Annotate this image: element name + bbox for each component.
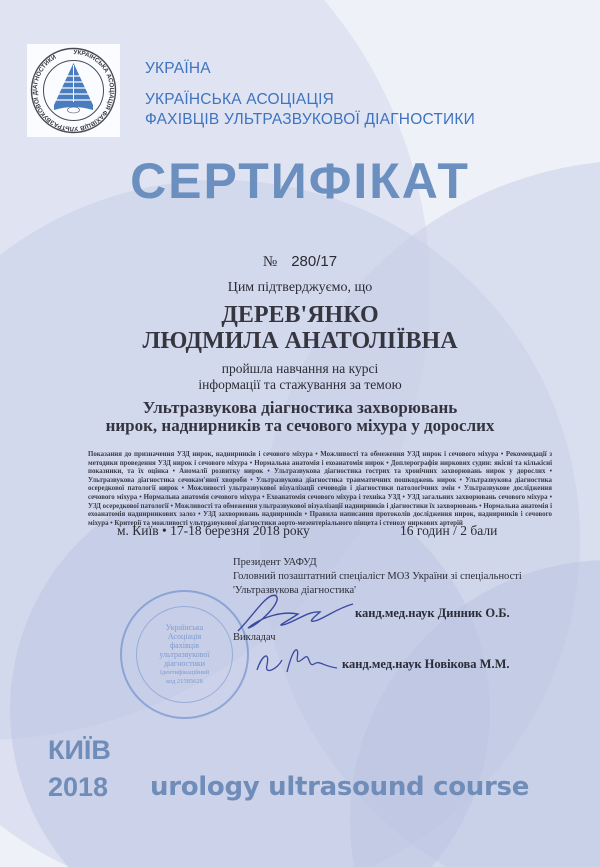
confirmation-text: Цим підтверджуємо, що <box>227 280 373 295</box>
tree-bell-emblem-icon <box>27 44 120 137</box>
association-logo <box>27 44 120 137</box>
certificate-number <box>0 253 600 271</box>
place-and-date: м. Київ • 17-18 березня 2018 року <box>117 523 310 538</box>
stamp-line: діагностики <box>163 659 206 668</box>
number-symbol: № <box>262 254 278 270</box>
stamp-line: код 21585628 <box>166 678 203 685</box>
course-description-line2: інформації та стажування за темою <box>198 377 402 392</box>
lecturer-title: Викладач <box>233 632 276 643</box>
logo-ring-text: УКРАЇНСЬКА АСОЦІАЦІЯ ФАХІВЦІВ УЛЬТРАЗВУКОВОЇ ДІАГНОСТИКИ <box>31 48 115 133</box>
course-description-line1: пройшла навчання на курсі <box>221 361 379 376</box>
organization-name-line1: УКРАЇНСЬКА АСОЦІАЦІЯ <box>145 91 335 108</box>
organization-name-line2: ФАХІВЦІВ УЛЬТРАЗВУКОВОЇ ДІАГНОСТИКИ <box>145 111 475 128</box>
president-signature <box>228 586 358 636</box>
president-speciality: 'Ультразвукова діагностика' <box>233 585 357 596</box>
lecturer-signature <box>252 640 342 680</box>
president-title: Президент УАФУД <box>233 557 317 568</box>
stamp-line: Асоціація <box>167 632 202 641</box>
stamp-line: Українська <box>165 623 204 632</box>
recipient-given-names: ЛЮДМИЛА АНАТОЛІЇВНА <box>142 328 458 354</box>
footer-year: 2018 <box>48 772 109 802</box>
president-position: Головний позаштатний спеціаліст МОЗ України зі спеціальності <box>233 571 522 582</box>
stamp-line: ультразвукової <box>159 650 210 659</box>
lecturer-name: канд.мед.наук Новікова М.М. <box>342 657 510 671</box>
recipient-surname: ДЕРЕВ'ЯНКО <box>221 302 379 328</box>
course-topic-line2: нирок, наднирників та сечового міхура у дорослих <box>105 416 495 435</box>
hours-and-points: 16 годин / 2 бали <box>400 523 498 538</box>
country-heading: УКРАЇНА <box>145 60 211 77</box>
footer-course-name: urology ultrasound course <box>150 772 530 802</box>
course-topic-line1: Ультразвукова діагностика захворювань <box>142 398 458 417</box>
stamp-line: фахівців <box>169 641 199 650</box>
president-name: канд.мед.наук Динник О.Б. <box>355 606 510 620</box>
stamp-line: Ідентифікаційний <box>159 669 210 676</box>
footer-city: КИЇВ <box>48 735 111 765</box>
number-value: 280/17 <box>291 253 338 270</box>
certificate-title: СЕРТИФІКАТ <box>130 153 470 209</box>
stamp-inner <box>136 606 233 703</box>
course-syllabus: Показання до призначення УЗД нирок, наднирників і сечового міхура • Можливості та обмеження УЗД нирок і сечового міхура • Рекомендації з методики проведення УЗД нирок і сечового міхура • Нормальна анатомія і ехоанатомія нирок • Доплерографія ниркових судин: якісні та кількісні показники, та їх оцінка • Аномалії розвитку нирок • Ультразвукова діагностика гострих та хронічних захворювань нирок у дорослих • Ультразвукова діагностика сечокам'яної хвороби • Ультразвукова діагностика травматичних пошкоджень нирок • Ультразвукова діагностика осередкової патології нирок • Можливості ультразвукової візуалізації сечоводів і діагностики патологічних змін • Ультразвукове дослідження сечового міхура • Нормальна анатомія сечового міхура • Ехоанатомія сечового міхура і техніка УЗД • УЗД загальних захворювань сечового міхура • УЗД осередкової патології • Можливості та обмеження ультразвукової візуалізації наднирників і діагностики їх захворювань • Нормальна анатомія і ехоанатомія наднирникових залоз • УЗД захворювань наднирників • Правила написання протоколів дослідження нирок, наднирників і сечового міхура • Критерії та можливості ультразвукової діагностики аорто-мезентеріального пінцета і стенозу ниркових артерій <box>88 451 552 527</box>
